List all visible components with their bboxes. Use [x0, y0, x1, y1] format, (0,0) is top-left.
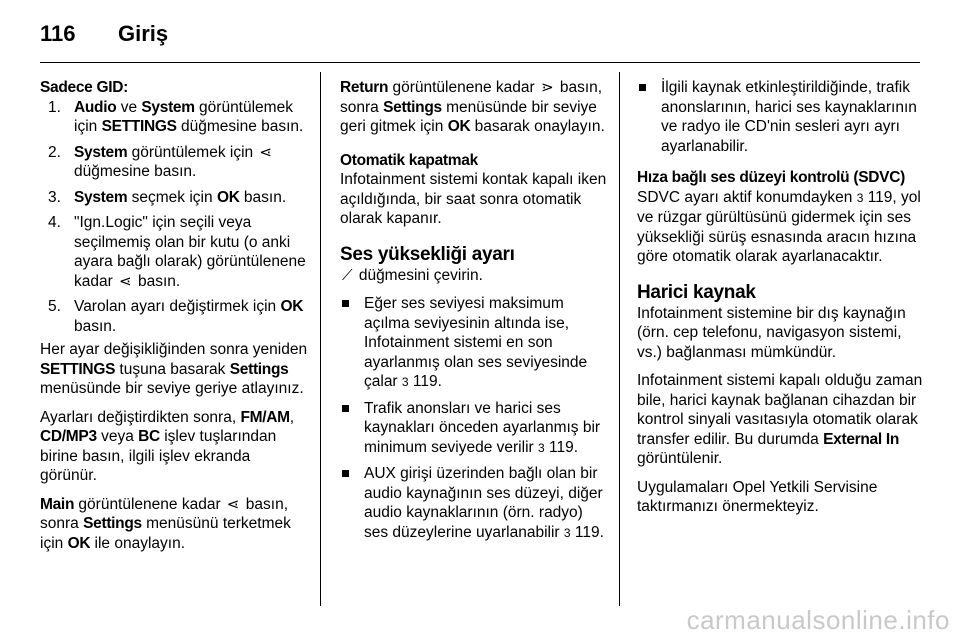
gid-heading: Sadece GID:	[40, 79, 129, 96]
back-arrow-icon: ⋖	[259, 143, 273, 161]
paragraph: Uygulamaları Opel Yetkili Servisine taktırmanızı önermekteyiz.	[637, 478, 878, 515]
back-arrow-icon: ⋖	[119, 272, 132, 290]
page-ref-icon: 3	[563, 525, 571, 540]
paragraph: Ayarları değiştirdikten sonra, FM/AM, CD/MP3 veya BC işlev tuşlarından birine basın, ilgili işlev ekranda görünür.	[40, 408, 295, 484]
auto-off-heading: Otomatik kapatmak	[340, 151, 478, 169]
step-item: 4. "Ign.Logic" için seçili veya seçilmemiş olan bir kutu (o anki ayara bağlı olarak) görüntülenene kadar ⋖ basın.	[48, 214, 306, 290]
list-item: Trafik anonsları ve harici ses kaynakları önceden ayarlanmış bir minimum seviyede verilir 3 119.	[340, 399, 608, 459]
column-3	[637, 78, 927, 526]
list-item: İlgili kaynak etkinleştirildiğinde, trafik anonslarının, harici ses kaynaklarının ve radyo ile CD'nin sesleri ayrı ayrı ayarlanabilir.	[637, 78, 927, 156]
step-item: 1. Audio ve System görüntülemek için SETTINGS düğmesine basın.	[48, 98, 304, 135]
paragraph: Return görüntülenene kadar ⋗ basın, sonra Settings menüsünde bir seviye geri gitmek için OK basarak onaylayın.	[340, 79, 605, 135]
paragraph: ⟋ düğmesini çevirin.	[342, 266, 483, 284]
forward-arrow-icon: ⋗	[540, 79, 554, 96]
paragraph: Main görüntülenene kadar ⋖ basın, sonra Settings menüsünü terketmek için OK ile onaylayın.	[40, 495, 291, 552]
bullet-icon	[342, 470, 349, 477]
page-title: Giriş	[118, 21, 169, 46]
bullet-icon	[639, 84, 646, 91]
bullet-icon	[342, 405, 349, 412]
watermark: carmanualsonline.info	[686, 605, 950, 635]
list-item: AUX girişi üzerinden bağlı olan bir audio kaynağının ses düzeyi, diğer audio kaynaklarının (örn. radyo) ses düzeylerine uyarlanabilir 3 119.	[340, 464, 608, 543]
external-source-heading: Harici kaynak	[637, 281, 756, 303]
paragraph: Infotainment sistemine bir dış kaynağın (örn. cep telefonu, navigasyon sistemi, vs.) bağlanması mümkündür.	[637, 304, 906, 361]
column-1	[40, 78, 308, 562]
step-item: 3. System seçmek için OK basın.	[48, 188, 287, 206]
paragraph: Infotainment sistemi kapalı olduğu zaman bile, harici kaynak bağlanan cihazdan bir kontrol sinyali vasıtasıyla otomatik olarak transfer edilir. Bu durumda External In görüntülenir.	[637, 372, 923, 467]
volume-heading: Ses yüksekliği ayarı	[340, 243, 515, 265]
step-item: 5. Varolan ayarı değiştirmek için OK basın.	[48, 298, 304, 335]
step-item: 2. System görüntülemek için ⋖ düğmesine basın.	[48, 143, 273, 180]
list-item: Eğer ses seviyesi maksimum açılma seviyesinin altında ise, Infotainment sistemi en son ayarlanmış olan ses seviyesinde çalar 3 119.	[340, 294, 608, 393]
volume-knob-icon: ⟋	[342, 266, 353, 284]
column-divider	[619, 72, 620, 606]
column-2	[340, 78, 608, 549]
header-rule	[40, 62, 920, 63]
bullet-list	[637, 78, 927, 156]
back-arrow-icon: ⋖	[226, 495, 240, 513]
paragraph: Infotainment sistemi kontak kapalı iken açıldığında, bir saat sonra otomatik olarak kapanır.	[340, 171, 607, 227]
bullet-icon	[342, 300, 349, 307]
paragraph: SDVC ayarı aktif konumdayken 3 119, yol ve rüzgar gürültüsünü gidermek için ses yüksekliği sürüş esnasında aracın hızına göre otomatik olarak ayarlanacaktır.	[637, 188, 921, 265]
sdvc-heading: Hıza bağlı ses düzeyi kontrolü (SDVC)	[637, 169, 905, 186]
bullet-list	[340, 294, 608, 543]
steps-list	[40, 98, 308, 337]
column-divider	[320, 72, 321, 606]
page-number: 116	[40, 21, 76, 46]
page-ref-icon: 3	[401, 375, 409, 389]
page-ref-icon: 3	[856, 190, 864, 205]
paragraph: Her ayar değişikliğinden sonra yeniden SETTINGS tuşuna basarak Settings menüsünde bir seviye geriye atlayınız.	[40, 341, 308, 397]
page-ref-icon: 3	[537, 440, 545, 455]
page-header	[40, 14, 920, 54]
